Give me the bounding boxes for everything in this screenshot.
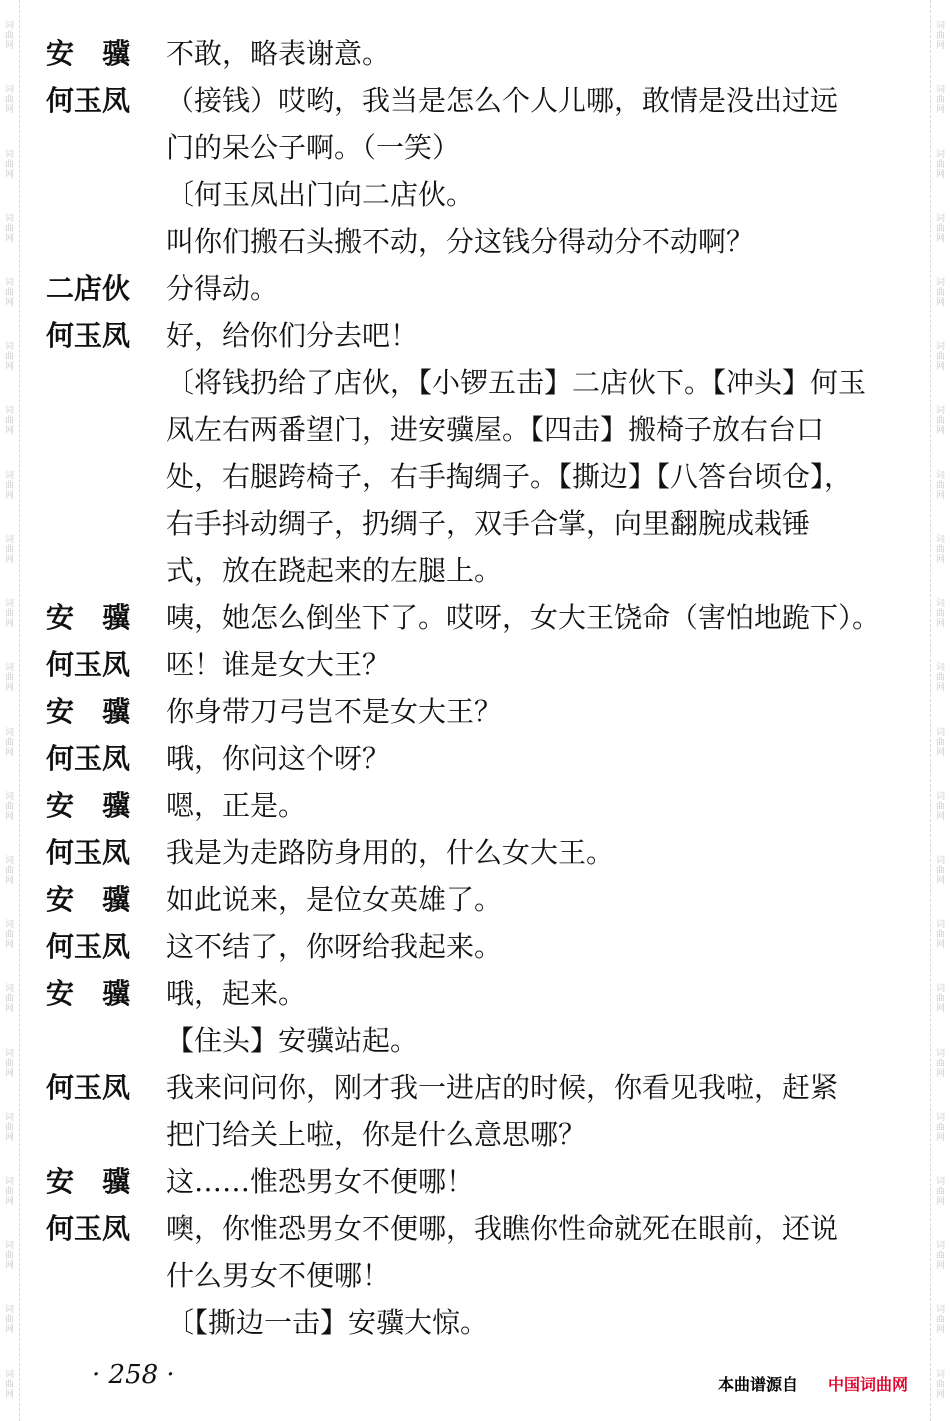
edge-watermark: [936, 406, 945, 436]
edge-watermark: [5, 856, 14, 886]
edge-watermark-char: 词: [935, 599, 945, 610]
edge-watermark: [936, 471, 945, 501]
edge-watermark-char: 词: [935, 984, 945, 995]
right-watermark-strip: [930, 0, 950, 1421]
edge-watermark: [936, 278, 945, 308]
edge-watermark-char: 词: [935, 1112, 945, 1123]
edge-watermark-char: 曲: [935, 544, 945, 555]
edge-watermark: [936, 1177, 945, 1207]
edge-watermark-char: 网: [4, 1004, 14, 1015]
edge-watermark: [936, 21, 945, 51]
edge-watermark-char: 曲: [4, 930, 14, 941]
footer-site-name[interactable]: 中国词曲网: [828, 1375, 909, 1394]
edge-watermark-char: 词: [935, 855, 945, 866]
edge-watermark-char: 网: [935, 105, 945, 116]
edge-watermark-char: 曲: [4, 31, 14, 42]
edge-watermark-char: 词: [935, 470, 945, 481]
edge-watermark: [5, 1370, 14, 1400]
line-text: 分得动。: [166, 272, 279, 305]
edge-watermark-char: 曲: [4, 737, 14, 748]
edge-watermark: [5, 663, 14, 693]
dialogue-line: [46, 1205, 918, 1252]
edge-watermark-char: 曲: [935, 1122, 945, 1133]
edge-watermark-char: 曲: [935, 223, 945, 234]
edge-watermark-char: 词: [935, 1369, 945, 1380]
edge-watermark-char: 词: [4, 85, 14, 96]
edge-watermark-char: 曲: [935, 801, 945, 812]
edge-watermark-char: 网: [935, 683, 945, 694]
edge-watermark: [5, 471, 14, 501]
edge-watermark-char: 曲: [935, 416, 945, 427]
edge-watermark-char: 词: [4, 1048, 14, 1059]
dialogue-line: [46, 688, 918, 735]
dialogue-line: [46, 735, 918, 782]
page-number: · 258 ·: [92, 1360, 175, 1390]
edge-watermark-char: 网: [935, 1132, 945, 1143]
edge-watermark-char: 词: [4, 1241, 14, 1252]
speaker-name: 何玉凤: [46, 1071, 131, 1104]
edge-watermark-char: 词: [4, 727, 14, 738]
edge-watermark-char: 网: [4, 362, 14, 373]
edge-watermark: [936, 984, 945, 1014]
dialogue-line: [46, 1064, 918, 1111]
footer-source-label: 本曲谱源自: [718, 1375, 799, 1394]
line-text: 凤左右两番望门，进安骥屋。【四击】搬椅子放右台口: [166, 413, 825, 446]
continuation-line: [46, 1252, 918, 1299]
line-text: 如此说来，是位女英雄了。: [166, 883, 503, 916]
edge-watermark-char: 词: [935, 791, 945, 802]
edge-watermark-char: 曲: [4, 1122, 14, 1133]
line-text: 〔【撕边一击】安骥大惊。: [166, 1306, 489, 1339]
edge-watermark: [5, 728, 14, 758]
edge-watermark-char: 曲: [4, 1379, 14, 1390]
edge-watermark-char: 词: [4, 1112, 14, 1123]
line-text: 我是为走路防身用的，什么女大王。: [166, 836, 615, 869]
dialogue-line: [46, 829, 918, 876]
edge-watermark-char: 网: [935, 297, 945, 308]
edge-watermark-char: 词: [4, 406, 14, 417]
line-text: 〔将钱扔给了店伙，【小锣五击】二店伙下。【冲头】何玉: [166, 366, 867, 399]
edge-watermark: [936, 663, 945, 693]
edge-watermark: [936, 1113, 945, 1143]
edge-watermark: [5, 342, 14, 372]
edge-watermark-char: 网: [4, 811, 14, 822]
dialogue-line: [46, 265, 918, 312]
line-text: 我来问问你，刚才我一进店的时候，你看见我啦，赶紧: [166, 1071, 839, 1104]
dialogue-line: [46, 782, 918, 829]
speaker-name: 安 骥: [46, 695, 131, 728]
edge-watermark-char: 词: [4, 149, 14, 160]
edge-watermark-char: 曲: [4, 544, 14, 555]
continuation-line: [46, 218, 918, 265]
edge-watermark-char: 词: [935, 534, 945, 545]
edge-watermark-char: 网: [4, 554, 14, 565]
edge-watermark: [936, 1049, 945, 1079]
edge-watermark-char: 曲: [935, 673, 945, 684]
edge-watermark: [936, 856, 945, 886]
dialogue-line: [46, 594, 918, 641]
edge-watermark-char: 曲: [4, 287, 14, 298]
edge-watermark-char: 词: [4, 213, 14, 224]
edge-watermark-char: 网: [4, 233, 14, 244]
edge-watermark-char: 曲: [4, 1315, 14, 1326]
edge-watermark-char: 曲: [935, 1315, 945, 1326]
dialogue-line: [46, 641, 918, 688]
continuation-line: [46, 171, 918, 218]
edge-watermark-char: 网: [4, 940, 14, 951]
dialogue-line: [46, 30, 918, 77]
continuation-line: [46, 1111, 918, 1158]
edge-watermark-char: 网: [935, 940, 945, 951]
edge-watermark-char: 曲: [4, 1187, 14, 1198]
edge-watermark-char: 词: [935, 727, 945, 738]
edge-watermark: [5, 792, 14, 822]
edge-watermark: [5, 535, 14, 565]
edge-watermark-char: 网: [4, 297, 14, 308]
edge-watermark-char: 网: [4, 747, 14, 758]
edge-watermark-char: 网: [4, 619, 14, 630]
edge-watermark-char: 曲: [935, 1251, 945, 1262]
edge-watermark-char: 词: [4, 1305, 14, 1316]
edge-watermark-char: 词: [4, 21, 14, 32]
line-text: 你身带刀弓岂不是女大王？: [166, 695, 503, 728]
edge-watermark-char: 词: [935, 1048, 945, 1059]
edge-watermark: [936, 1241, 945, 1271]
edge-watermark-char: 曲: [4, 865, 14, 876]
edge-watermark-char: 曲: [935, 95, 945, 106]
continuation-line: [46, 406, 918, 453]
speaker-name: 何玉凤: [46, 84, 131, 117]
edge-watermark-char: 网: [4, 169, 14, 180]
edge-watermark-char: 网: [935, 747, 945, 758]
edge-watermark-char: 曲: [935, 1187, 945, 1198]
edge-watermark-char: 网: [935, 426, 945, 437]
edge-watermark-char: 曲: [4, 801, 14, 812]
line-text: 右手抖动绸子，扔绸子，双手合掌，向里翻腕成栽锤: [166, 507, 811, 540]
edge-watermark-char: 词: [935, 213, 945, 224]
edge-watermark-char: 曲: [935, 480, 945, 491]
edge-watermark-char: 网: [935, 169, 945, 180]
edge-watermark-char: 词: [935, 1177, 945, 1188]
edge-watermark-char: 曲: [935, 609, 945, 620]
edge-watermark-char: 词: [4, 534, 14, 545]
edge-watermark-char: 网: [935, 490, 945, 501]
edge-watermark-char: 曲: [4, 994, 14, 1005]
left-watermark-strip: [0, 0, 20, 1421]
speaker-name: 安 骥: [46, 977, 131, 1010]
dialogue-line: [46, 970, 918, 1017]
edge-watermark-char: 网: [935, 1325, 945, 1336]
edge-watermark-char: 词: [935, 342, 945, 353]
edge-watermark-char: 网: [4, 41, 14, 52]
edge-watermark: [5, 21, 14, 51]
edge-watermark: [5, 920, 14, 950]
speaker-name: 安 骥: [46, 1165, 131, 1198]
edge-watermark-char: 曲: [935, 31, 945, 42]
edge-watermark: [936, 342, 945, 372]
edge-watermark-char: 词: [935, 277, 945, 288]
line-text: 什么男女不便哪！: [166, 1259, 391, 1292]
edge-watermark-char: 曲: [4, 673, 14, 684]
edge-watermark: [936, 728, 945, 758]
speaker-name: 何玉凤: [46, 319, 131, 352]
line-text: 呸！谁是女大王？: [166, 648, 391, 681]
continuation-line: [46, 1017, 918, 1064]
edge-watermark-char: 曲: [935, 1379, 945, 1390]
edge-watermark-char: 曲: [935, 352, 945, 363]
edge-watermark-char: 词: [935, 149, 945, 160]
speaker-name: 何玉凤: [46, 930, 131, 963]
line-text: 哦，你问这个呀？: [166, 742, 391, 775]
edge-watermark-char: 曲: [935, 930, 945, 941]
speaker-name: 何玉凤: [46, 836, 131, 869]
edge-watermark-char: 词: [4, 470, 14, 481]
line-text: 把门给关上啦，你是什么意思哪？: [166, 1118, 587, 1151]
dialogue-line: [46, 876, 918, 923]
edge-watermark-char: 词: [935, 1305, 945, 1316]
line-text: 处，右腿跨椅子，右手掏绸子。【撕边】【八答台顷仓】，: [166, 460, 853, 493]
edge-watermark-char: 曲: [935, 159, 945, 170]
edge-watermark-char: 网: [4, 875, 14, 886]
edge-watermark-char: 词: [4, 663, 14, 674]
edge-watermark: [936, 150, 945, 180]
line-text: 嗯，正是。: [166, 789, 307, 822]
continuation-line: [46, 453, 918, 500]
dialogue-line: [46, 312, 918, 359]
edge-watermark: [5, 406, 14, 436]
edge-watermark: [5, 214, 14, 244]
line-text: 噢，你惟恐男女不便哪，我瞧你性命就死在眼前，还说: [166, 1212, 839, 1245]
edge-watermark-char: 曲: [935, 1058, 945, 1069]
edge-watermark-char: 网: [935, 1389, 945, 1400]
dialogue-line: [46, 77, 918, 124]
edge-watermark: [936, 85, 945, 115]
edge-watermark-char: 网: [4, 1068, 14, 1079]
edge-watermark-char: 词: [935, 85, 945, 96]
edge-watermark-char: 网: [4, 1261, 14, 1272]
edge-watermark-char: 网: [935, 875, 945, 886]
line-text: 这不结了，你呀给我起来。: [166, 930, 503, 963]
edge-watermark: [5, 1113, 14, 1143]
continuation-line: [46, 547, 918, 594]
edge-watermark-char: 网: [935, 1197, 945, 1208]
line-text: 咦，她怎么倒坐下了。哎呀，女大王饶命（害怕地跪下）。: [166, 601, 881, 634]
edge-watermark-char: 曲: [935, 994, 945, 1005]
edge-watermark-char: 曲: [4, 223, 14, 234]
edge-watermark: [5, 150, 14, 180]
line-text: 叫你们搬石头搬不动，分这钱分得动分不动啊？: [166, 225, 755, 258]
edge-watermark: [5, 1049, 14, 1079]
edge-watermark-char: 曲: [935, 737, 945, 748]
edge-watermark-char: 词: [935, 1241, 945, 1252]
line-text: 哦，起来。: [166, 977, 307, 1010]
edge-watermark: [5, 1177, 14, 1207]
speaker-name: 何玉凤: [46, 1212, 131, 1245]
edge-watermark-char: 网: [935, 619, 945, 630]
speaker-name: 安 骥: [46, 789, 131, 822]
edge-watermark: [936, 599, 945, 629]
edge-watermark-char: 网: [4, 1132, 14, 1143]
edge-watermark-char: 词: [4, 342, 14, 353]
edge-watermark-char: 网: [935, 554, 945, 565]
continuation-line: [46, 1299, 918, 1346]
edge-watermark: [5, 1241, 14, 1271]
edge-watermark: [5, 1305, 14, 1335]
edge-watermark-char: 词: [4, 920, 14, 931]
line-text: 门的呆公子啊。（一笑）: [166, 131, 461, 164]
edge-watermark-char: 网: [4, 683, 14, 694]
edge-watermark: [5, 278, 14, 308]
edge-watermark-char: 词: [935, 920, 945, 931]
edge-watermark-char: 网: [4, 1389, 14, 1400]
speaker-name: 何玉凤: [46, 648, 131, 681]
line-text: 不敢，略表谢意。: [166, 37, 391, 70]
edge-watermark: [5, 85, 14, 115]
edge-watermark-char: 网: [4, 490, 14, 501]
edge-watermark: [5, 984, 14, 1014]
continuation-line: [46, 500, 918, 547]
edge-watermark-char: 网: [4, 1197, 14, 1208]
edge-watermark-char: 词: [4, 855, 14, 866]
speaker-name: 二店伙: [46, 272, 131, 305]
edge-watermark-char: 曲: [935, 287, 945, 298]
line-text: 〔何玉凤出门向二店伙。: [166, 178, 475, 211]
edge-watermark: [936, 792, 945, 822]
line-text: 式，放在跷起来的左腿上。: [166, 554, 503, 587]
edge-watermark-char: 曲: [4, 1058, 14, 1069]
edge-watermark-char: 词: [935, 21, 945, 32]
edge-watermark-char: 词: [935, 406, 945, 417]
speaker-name: 安 骥: [46, 601, 131, 634]
edge-watermark-char: 曲: [4, 159, 14, 170]
continuation-line: [46, 124, 918, 171]
edge-watermark-char: 曲: [4, 480, 14, 491]
continuation-line: [46, 359, 918, 406]
edge-watermark-char: 曲: [4, 95, 14, 106]
edge-watermark: [936, 214, 945, 244]
edge-watermark: [936, 1370, 945, 1400]
script-body: [46, 30, 918, 1346]
edge-watermark-char: 曲: [4, 416, 14, 427]
edge-watermark-char: 网: [935, 362, 945, 373]
line-text: （接钱）哎哟，我当是怎么个人儿哪，敢情是没出过远: [166, 84, 839, 117]
edge-watermark-char: 网: [4, 1325, 14, 1336]
edge-watermark-char: 网: [935, 1004, 945, 1015]
edge-watermark-char: 词: [4, 1177, 14, 1188]
edge-watermark-char: 曲: [4, 352, 14, 363]
edge-watermark-char: 网: [4, 105, 14, 116]
edge-watermark: [936, 1305, 945, 1335]
edge-watermark-char: 曲: [935, 865, 945, 876]
edge-watermark-char: 网: [935, 1068, 945, 1079]
edge-watermark: [936, 535, 945, 565]
edge-watermark-char: 曲: [4, 1251, 14, 1262]
edge-watermark-char: 网: [935, 41, 945, 52]
line-text: 这……惟恐男女不便哪！: [166, 1165, 475, 1198]
edge-watermark-char: 网: [935, 811, 945, 822]
edge-watermark: [5, 599, 14, 629]
line-text: 好，给你们分去吧！: [166, 319, 419, 352]
edge-watermark: [936, 920, 945, 950]
edge-watermark-char: 曲: [4, 609, 14, 620]
speaker-name: 安 骥: [46, 37, 131, 70]
edge-watermark-char: 词: [4, 984, 14, 995]
speaker-name: 何玉凤: [46, 742, 131, 775]
edge-watermark-char: 词: [4, 277, 14, 288]
edge-watermark-char: 词: [935, 663, 945, 674]
dialogue-line: [46, 923, 918, 970]
speaker-name: 安 骥: [46, 883, 131, 916]
edge-watermark-char: 词: [4, 791, 14, 802]
dialogue-line: [46, 1158, 918, 1205]
edge-watermark-char: 网: [935, 233, 945, 244]
line-text: 【住头】安骥站起。: [166, 1024, 419, 1057]
edge-watermark-char: 网: [4, 426, 14, 437]
edge-watermark-char: 网: [935, 1261, 945, 1272]
edge-watermark-char: 词: [4, 1369, 14, 1380]
edge-watermark-char: 词: [4, 599, 14, 610]
